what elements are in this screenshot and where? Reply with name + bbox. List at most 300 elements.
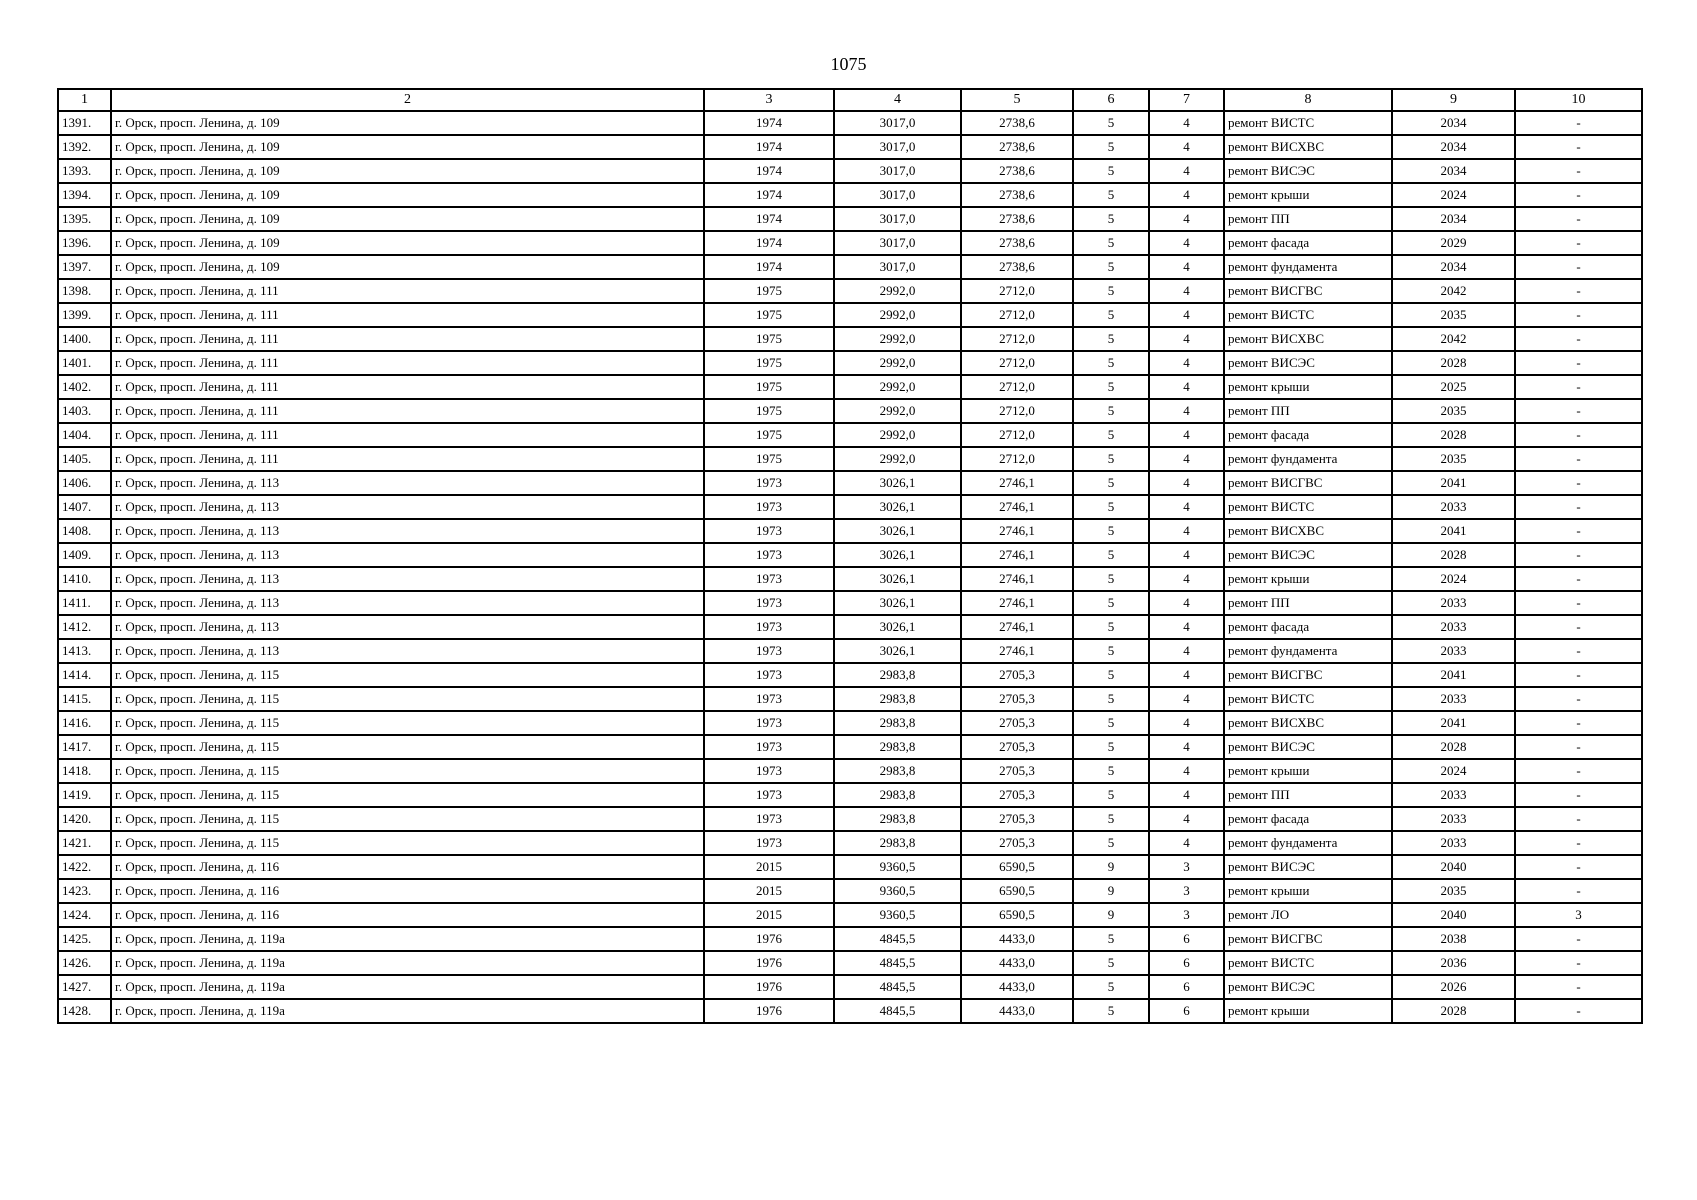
cell-entrances: 4 [1149,159,1224,183]
cell-living-area: 2712,0 [961,279,1073,303]
cell-total-area: 3026,1 [834,615,961,639]
cell-address: г. Орск, просп. Ленина, д. 113 [111,471,704,495]
cell-entrances: 4 [1149,735,1224,759]
cell-work-type: ремонт фундамента [1224,639,1392,663]
cell-address: г. Орск, просп. Ленина, д. 115 [111,807,704,831]
cell-living-area: 2746,1 [961,495,1073,519]
cell-work-type: ремонт фундамента [1224,255,1392,279]
cell-row-number: 1419. [58,783,111,807]
cell-floors: 5 [1073,807,1149,831]
cell-entrances: 4 [1149,759,1224,783]
cell-living-area: 2712,0 [961,327,1073,351]
cell-work-type: ремонт фундамента [1224,831,1392,855]
cell-floors: 5 [1073,519,1149,543]
cell-row-number: 1396. [58,231,111,255]
cell-build-year: 1975 [704,399,834,423]
cell-floors: 5 [1073,159,1149,183]
table-row [58,879,1642,903]
cell-work-type: ремонт ВИСЭС [1224,975,1392,999]
cell-planned-year: 2034 [1392,159,1515,183]
cell-note: - [1515,279,1642,303]
cell-floors: 5 [1073,111,1149,135]
cell-total-area: 3017,0 [834,183,961,207]
cell-note: - [1515,399,1642,423]
cell-note: - [1515,735,1642,759]
cell-work-type: ремонт крыши [1224,567,1392,591]
cell-floors: 5 [1073,471,1149,495]
cell-living-area: 6590,5 [961,879,1073,903]
cell-entrances: 4 [1149,519,1224,543]
cell-floors: 5 [1073,255,1149,279]
cell-build-year: 1975 [704,375,834,399]
cell-note: - [1515,711,1642,735]
cell-work-type: ремонт ВИСЭС [1224,735,1392,759]
cell-note: - [1515,495,1642,519]
cell-living-area: 2738,6 [961,159,1073,183]
cell-work-type: ремонт ПП [1224,591,1392,615]
cell-floors: 5 [1073,303,1149,327]
cell-note: - [1515,999,1642,1023]
cell-address: г. Орск, просп. Ленина, д. 116 [111,903,704,927]
cell-floors: 5 [1073,543,1149,567]
table-row [58,255,1642,279]
cell-row-number: 1415. [58,687,111,711]
cell-entrances: 4 [1149,111,1224,135]
cell-row-number: 1422. [58,855,111,879]
cell-work-type: ремонт ВИСГВС [1224,279,1392,303]
cell-planned-year: 2035 [1392,447,1515,471]
cell-note: - [1515,111,1642,135]
table-row [58,519,1642,543]
cell-address: г. Орск, просп. Ленина, д. 113 [111,543,704,567]
cell-entrances: 6 [1149,975,1224,999]
cell-build-year: 1975 [704,303,834,327]
cell-floors: 5 [1073,999,1149,1023]
cell-planned-year: 2041 [1392,519,1515,543]
cell-build-year: 1974 [704,231,834,255]
cell-row-number: 1426. [58,951,111,975]
cell-note: - [1515,183,1642,207]
cell-build-year: 1975 [704,447,834,471]
cell-entrances: 4 [1149,447,1224,471]
cell-total-area: 3017,0 [834,159,961,183]
cell-total-area: 3017,0 [834,111,961,135]
cell-floors: 5 [1073,231,1149,255]
cell-work-type: ремонт ПП [1224,207,1392,231]
cell-row-number: 1410. [58,567,111,591]
cell-planned-year: 2033 [1392,591,1515,615]
cell-build-year: 1976 [704,975,834,999]
cell-build-year: 2015 [704,903,834,927]
cell-floors: 5 [1073,951,1149,975]
cell-total-area: 2992,0 [834,351,961,375]
cell-note: - [1515,423,1642,447]
cell-row-number: 1411. [58,591,111,615]
cell-total-area: 2983,8 [834,735,961,759]
cell-total-area: 2992,0 [834,399,961,423]
cell-living-area: 4433,0 [961,951,1073,975]
cell-address: г. Орск, просп. Ленина, д. 111 [111,351,704,375]
cell-work-type: ремонт ЛО [1224,903,1392,927]
cell-floors: 5 [1073,207,1149,231]
cell-living-area: 2712,0 [961,447,1073,471]
cell-work-type: ремонт ВИСЭС [1224,159,1392,183]
cell-planned-year: 2033 [1392,495,1515,519]
cell-total-area: 2983,8 [834,807,961,831]
cell-address: г. Орск, просп. Ленина, д. 109 [111,183,704,207]
table-row [58,159,1642,183]
cell-living-area: 2705,3 [961,711,1073,735]
page-number: 1075 [830,54,867,74]
cell-entrances: 3 [1149,855,1224,879]
table-row [58,999,1642,1023]
cell-total-area: 2992,0 [834,423,961,447]
cell-row-number: 1425. [58,927,111,951]
cell-build-year: 1973 [704,783,834,807]
table-row [58,687,1642,711]
cell-build-year: 1973 [704,807,834,831]
cell-build-year: 1974 [704,135,834,159]
cell-address: г. Орск, просп. Ленина, д. 111 [111,447,704,471]
cell-floors: 5 [1073,567,1149,591]
cell-build-year: 1973 [704,591,834,615]
cell-build-year: 1973 [704,759,834,783]
cell-build-year: 1974 [704,207,834,231]
table-row [58,303,1642,327]
cell-note: - [1515,543,1642,567]
cell-row-number: 1418. [58,759,111,783]
cell-entrances: 4 [1149,711,1224,735]
cell-row-number: 1404. [58,423,111,447]
cell-floors: 5 [1073,183,1149,207]
cell-row-number: 1401. [58,351,111,375]
table-row [58,183,1642,207]
column-header-5: 5 [961,89,1073,111]
column-header-2: 2 [111,89,704,111]
cell-address: г. Орск, просп. Ленина, д. 115 [111,735,704,759]
cell-living-area: 2712,0 [961,351,1073,375]
cell-floors: 5 [1073,783,1149,807]
cell-build-year: 1973 [704,471,834,495]
cell-entrances: 4 [1149,687,1224,711]
cell-planned-year: 2040 [1392,855,1515,879]
cell-row-number: 1408. [58,519,111,543]
cell-address: г. Орск, просп. Ленина, д. 115 [111,831,704,855]
cell-work-type: ремонт ВИСХВС [1224,327,1392,351]
cell-note: - [1515,975,1642,999]
cell-work-type: ремонт крыши [1224,999,1392,1023]
cell-living-area: 2705,3 [961,759,1073,783]
cell-entrances: 4 [1149,303,1224,327]
cell-address: г. Орск, просп. Ленина, д. 119а [111,999,704,1023]
cell-address: г. Орск, просп. Ленина, д. 115 [111,663,704,687]
cell-build-year: 1974 [704,111,834,135]
cell-note: - [1515,255,1642,279]
cell-note: - [1515,783,1642,807]
cell-total-area: 2983,8 [834,783,961,807]
cell-entrances: 4 [1149,135,1224,159]
cell-work-type: ремонт крыши [1224,183,1392,207]
cell-work-type: ремонт ВИСТС [1224,111,1392,135]
cell-row-number: 1405. [58,447,111,471]
cell-floors: 5 [1073,663,1149,687]
cell-address: г. Орск, просп. Ленина, д. 109 [111,159,704,183]
cell-work-type: ремонт ПП [1224,783,1392,807]
cell-entrances: 4 [1149,351,1224,375]
cell-living-area: 4433,0 [961,927,1073,951]
cell-build-year: 1973 [704,711,834,735]
cell-address: г. Орск, просп. Ленина, д. 113 [111,615,704,639]
cell-entrances: 4 [1149,567,1224,591]
table-row [58,615,1642,639]
cell-work-type: ремонт ВИСТС [1224,303,1392,327]
cell-planned-year: 2029 [1392,231,1515,255]
cell-note: - [1515,759,1642,783]
cell-total-area: 9360,5 [834,855,961,879]
cell-work-type: ремонт ВИСТС [1224,687,1392,711]
cell-living-area: 2738,6 [961,111,1073,135]
cell-planned-year: 2040 [1392,903,1515,927]
table-row [58,591,1642,615]
cell-row-number: 1392. [58,135,111,159]
table-row [58,279,1642,303]
cell-entrances: 4 [1149,207,1224,231]
cell-entrances: 3 [1149,903,1224,927]
cell-planned-year: 2035 [1392,303,1515,327]
cell-planned-year: 2033 [1392,831,1515,855]
cell-address: г. Орск, просп. Ленина, д. 109 [111,135,704,159]
cell-floors: 5 [1073,639,1149,663]
cell-living-area: 2746,1 [961,543,1073,567]
cell-note: - [1515,879,1642,903]
table-row [58,207,1642,231]
cell-total-area: 9360,5 [834,879,961,903]
cell-note: - [1515,327,1642,351]
cell-planned-year: 2028 [1392,351,1515,375]
table-row [58,495,1642,519]
cell-address: г. Орск, просп. Ленина, д. 119а [111,975,704,999]
cell-floors: 9 [1073,903,1149,927]
cell-address: г. Орск, просп. Ленина, д. 109 [111,207,704,231]
cell-floors: 9 [1073,879,1149,903]
cell-living-area: 2705,3 [961,735,1073,759]
cell-floors: 5 [1073,495,1149,519]
cell-planned-year: 2033 [1392,687,1515,711]
table-row [58,807,1642,831]
cell-floors: 5 [1073,711,1149,735]
cell-build-year: 1974 [704,255,834,279]
cell-planned-year: 2033 [1392,783,1515,807]
cell-living-area: 4433,0 [961,975,1073,999]
cell-planned-year: 2042 [1392,327,1515,351]
cell-floors: 5 [1073,591,1149,615]
column-header-3: 3 [704,89,834,111]
cell-living-area: 6590,5 [961,903,1073,927]
table-row [58,831,1642,855]
cell-floors: 5 [1073,447,1149,471]
cell-planned-year: 2028 [1392,999,1515,1023]
cell-total-area: 3026,1 [834,567,961,591]
cell-planned-year: 2024 [1392,759,1515,783]
cell-planned-year: 2038 [1392,927,1515,951]
cell-total-area: 3026,1 [834,495,961,519]
table-row [58,423,1642,447]
cell-note: - [1515,303,1642,327]
cell-work-type: ремонт ВИСЭС [1224,855,1392,879]
cell-build-year: 1973 [704,615,834,639]
cell-note: - [1515,135,1642,159]
cell-row-number: 1406. [58,471,111,495]
cell-total-area: 3026,1 [834,591,961,615]
table-row [58,567,1642,591]
cell-floors: 5 [1073,687,1149,711]
column-header-6: 6 [1073,89,1149,111]
cell-planned-year: 2035 [1392,399,1515,423]
cell-row-number: 1416. [58,711,111,735]
table-row [58,927,1642,951]
cell-floors: 5 [1073,759,1149,783]
cell-address: г. Орск, просп. Ленина, д. 111 [111,423,704,447]
cell-planned-year: 2033 [1392,807,1515,831]
cell-entrances: 4 [1149,231,1224,255]
cell-work-type: ремонт ВИСЭС [1224,543,1392,567]
cell-planned-year: 2025 [1392,375,1515,399]
cell-note: - [1515,807,1642,831]
cell-planned-year: 2024 [1392,567,1515,591]
cell-work-type: ремонт ВИСЭС [1224,351,1392,375]
cell-build-year: 1976 [704,927,834,951]
cell-work-type: ремонт фасада [1224,807,1392,831]
cell-living-area: 2738,6 [961,255,1073,279]
cell-build-year: 1973 [704,663,834,687]
cell-row-number: 1409. [58,543,111,567]
cell-note: - [1515,591,1642,615]
cell-planned-year: 2035 [1392,879,1515,903]
cell-entrances: 4 [1149,183,1224,207]
cell-planned-year: 2033 [1392,639,1515,663]
cell-address: г. Орск, просп. Ленина, д. 116 [111,855,704,879]
cell-row-number: 1399. [58,303,111,327]
cell-living-area: 2712,0 [961,375,1073,399]
cell-entrances: 4 [1149,471,1224,495]
cell-total-area: 2992,0 [834,327,961,351]
cell-floors: 5 [1073,399,1149,423]
cell-floors: 5 [1073,831,1149,855]
cell-note: - [1515,615,1642,639]
cell-total-area: 9360,5 [834,903,961,927]
column-header-1: 1 [58,89,111,111]
cell-living-area: 2746,1 [961,471,1073,495]
cell-total-area: 4845,5 [834,927,961,951]
cell-row-number: 1397. [58,255,111,279]
table-row [58,711,1642,735]
cell-row-number: 1428. [58,999,111,1023]
cell-build-year: 1973 [704,687,834,711]
cell-total-area: 3026,1 [834,471,961,495]
cell-address: г. Орск, просп. Ленина, д. 109 [111,231,704,255]
cell-total-area: 4845,5 [834,975,961,999]
cell-total-area: 2983,8 [834,687,961,711]
cell-total-area: 3017,0 [834,135,961,159]
table-row [58,951,1642,975]
cell-planned-year: 2041 [1392,471,1515,495]
cell-planned-year: 2034 [1392,111,1515,135]
cell-entrances: 4 [1149,639,1224,663]
cell-address: г. Орск, просп. Ленина, д. 113 [111,591,704,615]
cell-work-type: ремонт крыши [1224,759,1392,783]
cell-living-area: 2746,1 [961,639,1073,663]
table-row [58,351,1642,375]
cell-entrances: 4 [1149,327,1224,351]
cell-note: - [1515,207,1642,231]
cell-floors: 5 [1073,375,1149,399]
cell-entrances: 4 [1149,495,1224,519]
cell-row-number: 1423. [58,879,111,903]
cell-entrances: 4 [1149,591,1224,615]
table-row [58,471,1642,495]
cell-living-area: 2705,3 [961,687,1073,711]
column-header-8: 8 [1224,89,1392,111]
cell-entrances: 4 [1149,399,1224,423]
cell-row-number: 1420. [58,807,111,831]
cell-living-area: 2705,3 [961,663,1073,687]
cell-living-area: 2746,1 [961,591,1073,615]
cell-work-type: ремонт ВИСГВС [1224,471,1392,495]
table-row [58,855,1642,879]
cell-address: г. Орск, просп. Ленина, д. 111 [111,279,704,303]
cell-work-type: ремонт ПП [1224,399,1392,423]
cell-work-type: ремонт ВИСТС [1224,951,1392,975]
cell-planned-year: 2033 [1392,615,1515,639]
table-row [58,543,1642,567]
cell-work-type: ремонт ВИСХВС [1224,519,1392,543]
cell-address: г. Орск, просп. Ленина, д. 115 [111,759,704,783]
cell-build-year: 1975 [704,279,834,303]
cell-row-number: 1427. [58,975,111,999]
cell-planned-year: 2034 [1392,255,1515,279]
cell-note: - [1515,159,1642,183]
cell-address: г. Орск, просп. Ленина, д. 113 [111,519,704,543]
cell-row-number: 1424. [58,903,111,927]
cell-living-area: 2746,1 [961,567,1073,591]
cell-living-area: 2705,3 [961,783,1073,807]
cell-floors: 5 [1073,735,1149,759]
cell-work-type: ремонт крыши [1224,375,1392,399]
cell-address: г. Орск, просп. Ленина, д. 116 [111,879,704,903]
table-row [58,375,1642,399]
cell-living-area: 2705,3 [961,831,1073,855]
cell-living-area: 2746,1 [961,615,1073,639]
cell-row-number: 1395. [58,207,111,231]
column-header-9: 9 [1392,89,1515,111]
cell-floors: 5 [1073,927,1149,951]
table-row [58,783,1642,807]
cell-build-year: 1975 [704,327,834,351]
cell-note: - [1515,231,1642,255]
cell-work-type: ремонт фундамента [1224,447,1392,471]
table-row [58,903,1642,927]
cell-total-area: 2992,0 [834,375,961,399]
cell-build-year: 1975 [704,423,834,447]
cell-note: - [1515,831,1642,855]
cell-note: - [1515,663,1642,687]
cell-floors: 5 [1073,423,1149,447]
cell-build-year: 1975 [704,351,834,375]
cell-floors: 5 [1073,351,1149,375]
table-body [58,111,1642,1023]
cell-total-area: 4845,5 [834,999,961,1023]
cell-total-area: 3017,0 [834,207,961,231]
